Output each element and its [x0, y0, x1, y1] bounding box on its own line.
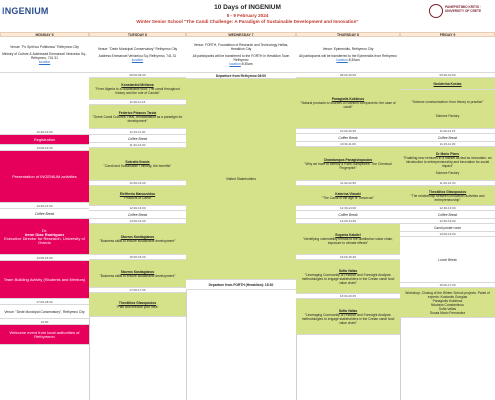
talk-title: "Business skills to ensure sustainable development" — [99, 239, 176, 243]
talk-venue: Science Factory — [435, 114, 460, 118]
lunch-break: Lunch Break — [400, 237, 495, 283]
time-label: 09:00-10:00 — [296, 73, 400, 78]
welcome-event-cell: Welcome event from local authorities of Rethymnon — [0, 325, 89, 345]
keynote-cell — [0, 219, 89, 255]
day-header-friday: FRIDAY 9 — [400, 32, 495, 37]
location-link[interactable]: location — [229, 62, 241, 66]
talk-cell — [296, 147, 400, 181]
talk-cell — [89, 186, 186, 206]
time-label: 12:30-14:00 — [296, 206, 400, 211]
coffee-break: Coffee Break — [400, 134, 495, 142]
day-header-monday: MONDAY 5 — [0, 32, 89, 37]
speaker-name: Dr Mario Plans — [435, 152, 460, 156]
time-label: 09:00-09:30 — [89, 73, 186, 78]
registration-cell: Registration — [0, 135, 89, 145]
speaker-name: Federico Pisanos Tarzia — [118, 110, 157, 115]
talk-cell — [89, 148, 186, 181]
workshop-cell — [400, 288, 495, 318]
talk-cell — [89, 224, 186, 255]
venue-note: Address Emmanuel Venizelou Sq. Rethymno, 741 31 — [98, 54, 177, 58]
talk-title: "Products of Candi" — [123, 195, 152, 200]
venue-time: 8:30am — [241, 62, 253, 66]
speaker-name: Eugenia Kalaitzi — [335, 233, 361, 237]
talk-title: "The Candi in the age of Tomorrow" — [322, 195, 374, 200]
time-label: 12:30-13:00 — [400, 206, 495, 211]
page-title: 10 Days of INGENIUM — [214, 4, 281, 11]
talk-cell — [89, 105, 186, 129]
time-label: 19:00 — [0, 319, 89, 325]
time-label: 12:30-13:00 — [0, 129, 89, 135]
talk-title: "Plan and execute your idea" — [116, 304, 159, 309]
coffee-break: Coffee Break — [400, 211, 495, 219]
time-label: 10:00-10:30 — [296, 129, 400, 134]
venue-wednesday — [186, 37, 296, 73]
panelist: Nikolaos Constantinou — [431, 302, 464, 307]
speaker-name: Stavros Kastiagianos — [120, 235, 155, 239]
event-dates: 5 - 9 February 2024 — [226, 13, 269, 18]
talk-cell — [400, 90, 495, 129]
talk-title: "Identifying vulnerability threats to the distribution value chain, exposure to climate effects" — [302, 237, 394, 245]
speaker-name: Sofia Vallas — [338, 308, 358, 313]
time-label: 15:00-17:00 — [400, 283, 495, 288]
talk-cell — [296, 224, 400, 255]
speaker-name: Theoklitos Glavopoulos — [428, 189, 467, 194]
day-header-thursday: THURSDAY 8 — [296, 32, 400, 37]
venue-text: Venue: "Fo Spiti tou Politismou" Rethymno City — [10, 45, 79, 49]
venue-text: Venue: "Dede Municipal Conservatory" Rethymno City — [97, 47, 178, 51]
speaker-name: Stavros Kastiagianos — [120, 269, 155, 274]
venue-tuesday — [89, 37, 186, 73]
coffee-break: Coffee Break — [89, 211, 186, 219]
time-label: 17:00-18:00 — [0, 299, 89, 305]
departure-note: Departure from Rethymno 08:00 — [186, 73, 296, 79]
coffee-break: Coffee Break — [0, 209, 89, 219]
speaker-name: Eleftheria Manouvidou — [119, 191, 156, 196]
talk-title: "From Algeria to a Sustainable food: The candi throughout history and the role of Candia" — [95, 86, 180, 95]
speaker-name: Nedderina Kostas — [433, 81, 462, 86]
location-link[interactable]: location — [131, 58, 144, 62]
team-building-cell: Team Building Activity (Students and Mentors) — [0, 261, 89, 299]
speaker-name: Sokratis Ilvanis — [125, 160, 150, 164]
coffee-break: Coffee Break — [296, 134, 400, 142]
time-label: 11:00-11:15 — [89, 100, 186, 105]
talk-cell — [89, 260, 186, 288]
talk-cell — [296, 186, 400, 206]
time-label: 11:15-11:30 — [400, 142, 495, 147]
talk-cell — [400, 147, 495, 181]
speaker-name: Konstantini Mellarea — [121, 82, 154, 87]
stakeholder-visit-cell: Visited Stakeholders — [186, 79, 296, 280]
panelist: Sousa Mario Fernandez — [429, 310, 466, 315]
venue-thursday — [296, 37, 400, 73]
speaker-name: Charalampos Panagiotopoulos — [323, 157, 373, 162]
talk-venue: Science Factory — [435, 171, 460, 175]
talk-title: "Science communication: from theory to practice" — [411, 100, 484, 104]
schedule-grid — [0, 32, 495, 400]
speaker-name: Katerina Vlasaki — [335, 191, 361, 196]
speaker-role: Dr. — [41, 227, 48, 233]
time-label: 15:00-15:45 — [296, 255, 400, 260]
venue-note: All participants will be transferred to the FORTH in Heraklion Town Rethymno — [192, 54, 290, 62]
venue-monday — [0, 37, 89, 73]
talk-title: "The relationship between innovation activities and entrepreneurship" — [410, 193, 485, 202]
talk-cell — [400, 186, 495, 206]
time-label: 13:30-14:00 — [0, 203, 89, 209]
speaker-name: Sofia Vallas — [338, 268, 358, 273]
university-name: PANEPISTIMIO KRITIS · UNIVERSITY OF CRETE — [445, 5, 482, 13]
talk-title: "Candi and Sustainable Thinking: the benefits" — [103, 164, 172, 168]
time-label: 14:00-14:45 — [296, 219, 400, 224]
time-label: 16:00-16:45 — [296, 294, 400, 299]
time-label: 10:30-11:00 — [296, 142, 400, 147]
workshop-title: Workshop: Closing of the Winter School projects. Panel of experts: Kostantis Gonglas — [405, 290, 490, 299]
time-label: 13:00-14:00 — [400, 232, 495, 237]
time-label: 11:30-12:30 — [296, 181, 400, 186]
talk-cell — [400, 78, 495, 90]
poster-room: Candi poster room — [400, 224, 495, 232]
talk-title: "Enabling new ventures in a market as fast as innovation: an introduction to entrepreneurship and innovation for social impact" — [403, 156, 492, 168]
time-label: 14:00-14:30 — [89, 219, 186, 224]
time-label: 11:00-11:15 — [400, 129, 495, 134]
speaker-name: Theoklitos Glavopoulos — [118, 300, 157, 305]
speaker-detail: Executive Director for Research, University of Oviedo — [4, 235, 85, 245]
time-label: 13:00-13:30 — [0, 145, 89, 151]
coffee-break: Coffee Break — [296, 211, 400, 219]
venue-note: All participants will be transferred to the Epimenidis from Rethymno — [298, 54, 398, 58]
talk-title: "Leveraging Community of Practice and Foresight Analysis: methodologies to engage stakeholders in the Cretan candi food value chain" — [301, 312, 395, 325]
school-title: Winter Senior School "The Candi Challenge: A Paradigm of Sustainable Development and Innovation" — [136, 19, 359, 24]
talk-cell — [89, 293, 186, 317]
talk-cell — [296, 299, 400, 335]
time-label: 12:00-12:30 — [89, 181, 186, 186]
talk-title: "Natural products to sources of Nutrition components: the case of candi" — [300, 101, 396, 109]
time-label: 17:00-17:30 — [89, 288, 186, 293]
talk-title: "Business skills to ensure sustainable development" — [99, 273, 176, 278]
speaker-name: Panagiotis Kokkinos — [331, 97, 365, 101]
talk-title: "Why we have to identify a Plant Subspecies: The Chemical Fingerprint" — [304, 161, 392, 170]
time-label: 12:30-13:00 — [400, 219, 495, 224]
talk-title: "Greek Candi Cultures: Heal, Rehabilitation as a paradigm for development" — [92, 114, 183, 123]
day-header-wednesday: WEDNESDAY 7 — [186, 32, 296, 37]
location-link[interactable]: location — [38, 60, 51, 64]
time-label: 11:30-12:30 — [400, 181, 495, 186]
venue-text: Venue: Epimenidis, Rethymno City — [322, 47, 374, 51]
time-label: 09:30-10:00 — [400, 73, 495, 78]
speaker-name: Irene Diaz Rodriguez — [24, 231, 65, 237]
venue-text: Venue: FORTH, Foundation of Research and Technology Hellas, Heraklion City — [193, 43, 289, 51]
return-note: Departure from FORTH (Heraklion): 15:30 — [186, 280, 296, 290]
venue-note: Ministry of Culture & Addressed Emmanuel Venizelou Sq., Rethymno, 741 31 — [2, 52, 87, 60]
time-label: 11:15-11:30 — [89, 129, 186, 135]
coffee-break: Coffee Break — [89, 135, 186, 143]
presentation-cell: Presentation of INGENIUM activities — [0, 151, 89, 203]
talk-title: "Leveraging Community of Practice and Foresight Analysis: methodologies to engage stakeholders in the Cretan candi food value chain" — [301, 272, 395, 285]
venue-time: 8:30am — [348, 58, 360, 62]
panelist: Panagiotis Kokkinos — [432, 298, 463, 303]
talk-cell — [296, 78, 400, 129]
ingenium-logo: INGENIUM — [2, 6, 49, 16]
venue-friday — [400, 37, 495, 73]
panelist: Sofia Vallas — [438, 306, 457, 311]
day-header-tuesday: TUESDAY 6 — [89, 32, 186, 37]
time-label: 14:00-15:00 — [0, 255, 89, 261]
university-seal-icon — [429, 4, 443, 18]
location-link[interactable]: location — [336, 58, 348, 62]
talk-cell — [89, 78, 186, 100]
talk-cell — [296, 260, 400, 294]
time-label: 11:30-12:00 — [89, 143, 186, 148]
time-label: 12:30-13:00 — [89, 206, 186, 211]
time-label: 15:00-15:30 — [89, 255, 186, 260]
conservatory-venue: Venue: "Dede Municipal Conservatory", Rethymno City — [0, 305, 89, 319]
